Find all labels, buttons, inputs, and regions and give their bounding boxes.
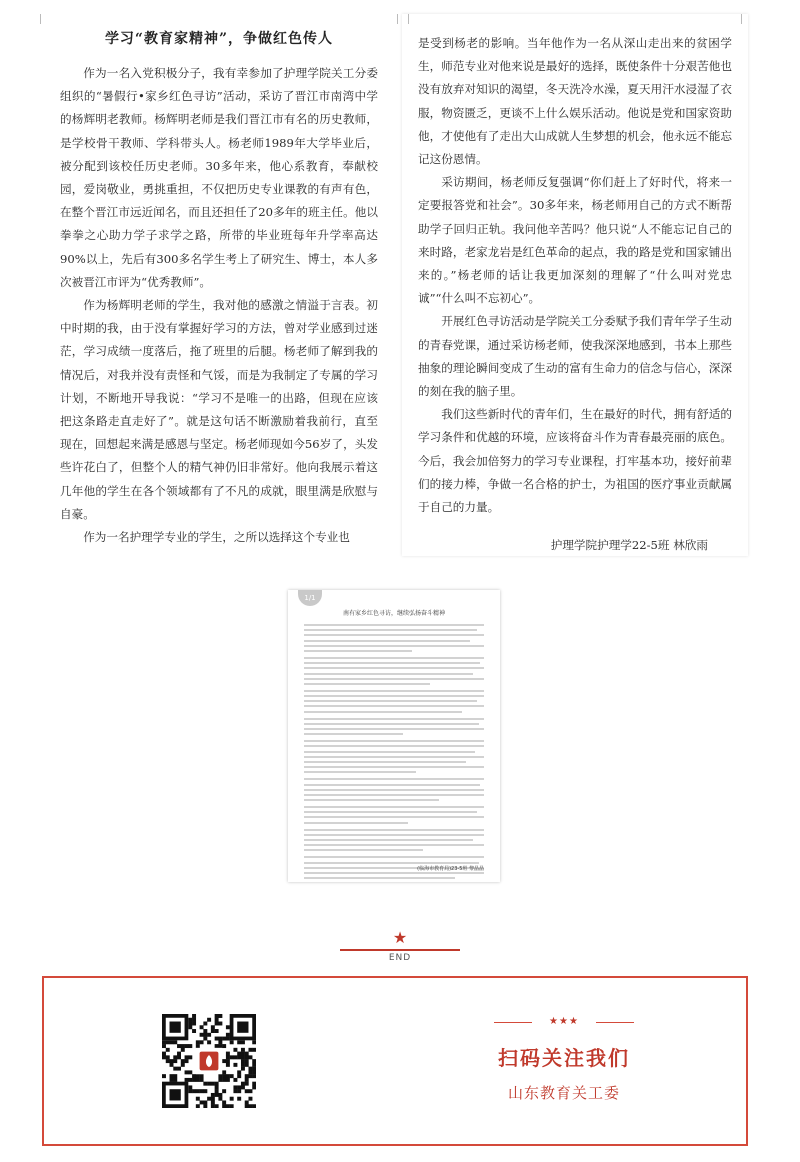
article-paragraph: 作为一名入党积极分子，我有幸参加了护理学院关工分委组织的“暑假行•家乡红色寻访”活动，采访了晋江市南湾中学的杨辉明老教师。杨辉明老师是我们晋江市有名的历史教师，是学校骨干教师、学科带头人。杨老师1989年大学毕业后，被分配到该校任历史老师。30多年来，他心系教育，奉献校园，爱岗敬业，勇挑重担，不仅把历史专业课教的有声有色，在整个晋江市远近闻名，而且还担任了20多年的班主任。他以拳拳之心助力学子求学之路，所带的毕业班每年升学率高达90%以上，先后有300多名学生考上了研究生、博士，本人多次被晋江市评为“优秀教师”。 — [60, 66, 378, 289]
thumbnail-text-line — [304, 695, 484, 697]
crop-mark — [731, 14, 742, 24]
article-paragraph: 采访期间，杨老师反复强调“你们赶上了好时代，将来一定要报答党和社会”。30多年来，杨老师用自己的方式不断帮助学子回归正轨。我问他辛苦吗？他只说“人不能忘记自己的来时路，老家龙岩是红色革命的起点，我的路是党和国家铺出来的。”杨老师的话让我更加深刻的理解了“什么叫对党忠诚”“什么叫不忘初心”。 — [418, 175, 732, 306]
end-divider — [340, 930, 460, 970]
article-body-left — [40, 48, 398, 549]
thumbnail-text-line — [304, 766, 484, 768]
thumbnail-text-line — [304, 784, 480, 786]
thumbnail-source: (临海市教育局)23-5班 黎晶晶 — [417, 866, 484, 872]
thumbnail-text-line — [304, 756, 484, 758]
thumbnail-text-line — [304, 877, 455, 879]
thumbnail-text-line — [304, 761, 466, 763]
article-paragraph: 开展红色寻访活动是学院关工分委赋予我们青年学子生动的青春党课，通过采访杨老师，使我深深地感到，书本上那些抽象的理论瞬间变成了生动的富有生命力的信念与信心，深深的刻在我的脑子里。 — [418, 314, 732, 399]
thumbnail-text-line — [304, 872, 484, 874]
decor-line — [596, 1022, 634, 1023]
thumbnail-text-line — [304, 667, 484, 669]
end-line — [340, 949, 460, 951]
article-paragraph: 是受到杨老的影响。当年他作为一名从深山走出来的贫困学生，师范专业对他来说是最好的选择，既使条件十分艰苦他也没有放弃对知识的渴望，冬天洗冷水澡，夏天用汗水浸湿了衣服，物资匮乏，更谈不上什么娱乐活动。他说是党和国家资助他，才使他有了走出大山成就人生梦想的机会，他永远不能忘记这份恩情。 — [418, 36, 732, 167]
thumbnail-text-line — [304, 711, 462, 713]
thumbnail-text-line — [304, 640, 470, 642]
qr-code-icon[interactable] — [162, 1014, 256, 1108]
thumbnail-text-line — [304, 700, 477, 702]
article-title: 学习“教育家精神”，争做红色传人 — [104, 31, 334, 47]
thumbnail-text-line — [304, 856, 484, 858]
thumbnail-text-line — [304, 778, 484, 780]
follow-subheading: 山东教育关工委 — [507, 1084, 620, 1102]
thumbnail-text-line — [304, 844, 484, 846]
thumbnail-text-line — [304, 839, 473, 841]
thumbnail-text-line — [304, 705, 484, 707]
thumbnail-text-line — [304, 733, 403, 735]
thumbnail-text-line — [304, 657, 484, 659]
thumbnail-text-line — [304, 822, 408, 824]
article-paragraph: 我们这些新时代的青年们，生在最好的时代，拥有舒适的学习条件和优越的环境，应该将奋斗作为青春最亮丽的底色。今后，我会加倍努力的学习专业课程，打牢基本功，接好前辈们的接力棒，争做一名合格的护士，为祖国的医疗事业贡献属于自己的力量。 — [418, 407, 732, 515]
thumbnail-text-line — [304, 718, 484, 720]
thumbnail-text-line — [304, 794, 484, 796]
thumbnail-text-line — [304, 650, 412, 652]
thumbnail-text-line — [304, 751, 475, 753]
thumbnail-text-line — [304, 799, 439, 801]
thumbnail-text-line — [304, 624, 484, 626]
article-signature: 护理学院护理学22-5班 林欣雨 — [550, 538, 708, 553]
article-paragraph: 作为一名护理学专业的学生，之所以选择这个专业也 — [83, 530, 350, 545]
thumbnail-text-line — [304, 789, 484, 791]
follow-heading: 扫码关注我们 — [498, 1046, 630, 1070]
follow-banner — [42, 976, 748, 1146]
end-label: END — [388, 953, 412, 963]
star-icon: ★ — [392, 928, 408, 947]
stars-icon: ★★★ — [549, 1016, 579, 1027]
page-badge: 1/1 — [298, 590, 322, 606]
thumbnail-title: 南有家乡红色寻访，继续弘扬奋斗精神 — [342, 610, 445, 617]
thumbnail-text-line — [304, 690, 484, 692]
article-page-right — [402, 14, 748, 556]
thumbnail-text-line — [304, 862, 479, 864]
article-body-right — [402, 14, 748, 553]
thumbnail-text-line — [304, 849, 423, 851]
thumbnail-text-line — [304, 634, 484, 636]
article-paragraph: 作为杨辉明老师的学生，我对他的感激之情溢于言表。初中时期的我，由于没有掌握好学习的方法，曾对学业感到过迷茫，学习成绩一度落后，拖了班里的后腿。杨老师了解到我的情况后，对我并没有责怪和气馁，而是为我制定了专属的学习计划，不断地开导我说：“学习不是唯一的出路，但现在应该把这条路走直走好了”。就是这句话不断激励着我前行，直至现在，回想起来满是感恩与坚定。杨老师现如今56岁了，头发些许花白了，但整个人的精气神仍旧非常好。他向我展示着这几年他的学生在各个领域都有了不凡的成就，眼里满是欣慰与自豪。 — [60, 298, 378, 521]
thumbnail-text-lines — [304, 624, 484, 882]
thumbnail-text-line — [304, 629, 477, 631]
crop-mark — [387, 14, 398, 24]
follow-decoration — [494, 1016, 634, 1030]
crop-mark — [40, 14, 51, 24]
thumbnail-text-line — [304, 745, 484, 747]
document-thumbnail[interactable] — [288, 590, 500, 882]
thumbnail-text-line — [304, 811, 477, 813]
thumbnail-text-line — [304, 645, 484, 647]
thumbnail-text-line — [304, 673, 473, 675]
thumbnail-text-line — [304, 829, 484, 831]
thumbnail-text-line — [304, 728, 484, 730]
thumbnail-text-line — [304, 806, 484, 808]
thumbnail-text-line — [304, 740, 484, 742]
thumbnail-text-line — [304, 771, 416, 773]
thumbnail-text-line — [304, 723, 479, 725]
thumbnail-text-line — [304, 816, 484, 818]
thumbnail-text-line — [304, 678, 484, 680]
thumbnail-text-line — [304, 683, 430, 685]
crop-mark — [408, 14, 419, 24]
article-page-left — [40, 14, 398, 556]
thumbnail-text-line — [304, 662, 480, 664]
thumbnail-text-line — [304, 834, 484, 836]
